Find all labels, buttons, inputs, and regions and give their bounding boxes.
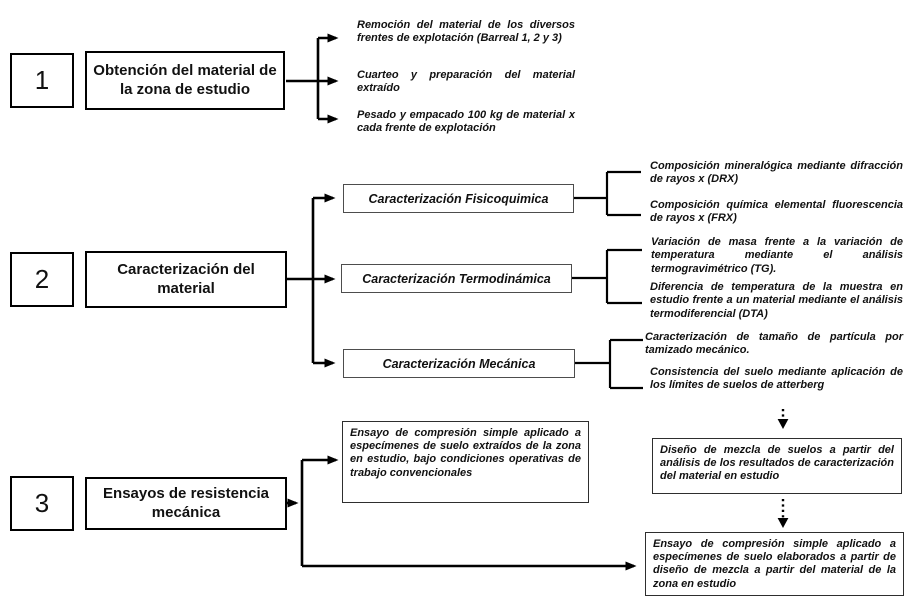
- branch-box-termodinamica: Caracterización Termodinámica: [341, 264, 572, 293]
- box-ensayo-compresion-mezcla: Ensayo de compresión simple aplicado a especímenes de suelo elaborados a partir de diseño de mezcla a partir del material de la zona en estudio: [645, 532, 904, 596]
- section1-connectors: [286, 38, 336, 119]
- box-ensayo-compresion-convencional: Ensayo de compresión simple aplicado a especímenes de suelo extraídos de la zona en estudio, bajo condiciones operativas de trabajo convencionales: [342, 421, 589, 503]
- note-cuarteo-preparacion: Cuarteo y preparación del material extraído: [357, 69, 575, 95]
- note-pesado-empacado: Pesado y empacado 100 kg de material x cada frente de explotación: [357, 109, 575, 135]
- note-consistencia-limites-atterberg: Consistencia del suelo mediante aplicación de los límites de suelos de atterberg: [650, 366, 903, 392]
- note-tamano-particula-tamizado: Caracterización de tamaño de partícula por tamizado mecánico.: [645, 331, 903, 357]
- note-diferencia-temperatura-dta: Diferencia de temperatura de la muestra en estudio frente a un material mediante el análisis termodiferencial (DTA): [650, 281, 903, 320]
- step-number-box-1: 1: [10, 53, 74, 108]
- step-title-box-ensayos: Ensayos de resistencia mecánica: [85, 477, 287, 530]
- step-number-box-3: 3: [10, 476, 74, 531]
- branch-box-fisicoquimica: Caracterización Fisicoquimica: [343, 184, 574, 213]
- note-variacion-masa-tg: Variación de masa frente a la variación de temperatura mediante el análisis termogravimétrico (TG).: [651, 236, 903, 275]
- note-composicion-mineralogica-drx: Composición mineralógica mediante difracción de rayos x (DRX): [650, 160, 903, 186]
- step-title-box-obtencion: Obtención del material de la zona de estudio: [85, 51, 285, 110]
- note-remocion-material: Remoción del material de los diversos frentes de explotación (Barreal 1, 2 y 3): [357, 19, 575, 45]
- branch-box-mecanica: Caracterización Mecánica: [343, 349, 575, 378]
- box-diseno-mezcla-suelos: Diseño de mezcla de suelos a partir del análisis de los resultados de caracterización del material en estudio: [652, 438, 902, 494]
- step-number-box-2: 2: [10, 252, 74, 307]
- step-title-box-caracterizacion: Caracterización del material: [85, 251, 287, 308]
- note-composicion-quimica-frx: Composición química elemental fluorescencia de rayos x (FRX): [650, 199, 903, 225]
- section2-trunk-connectors: [287, 198, 333, 363]
- section2-bracket-connectors: [572, 172, 643, 388]
